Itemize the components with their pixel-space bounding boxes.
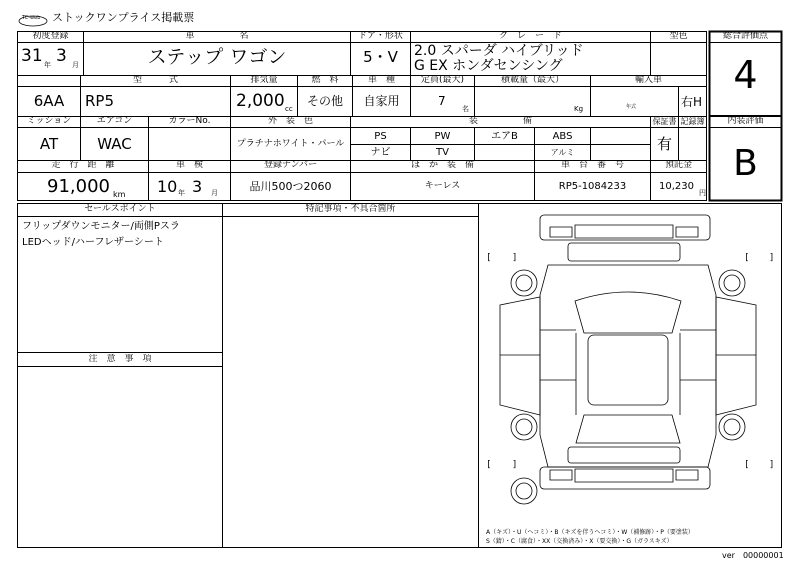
label-aircon: エアコン [96,116,133,126]
svg-text:]: ] [512,253,518,263]
label-category: 車 種 [367,75,395,85]
label-grade: グ レ ー ド [498,31,562,41]
label-door-form: ドア・形状 [358,31,403,41]
label-notes: 注 意 事 項 [88,354,152,364]
label-recycle: 預託金 [664,160,692,170]
displacement-unit: cc [285,105,293,113]
label-load: 積載量（最大） [500,75,564,85]
equip-abs: ABS [552,131,573,142]
first-reg-year-unit: 年 [44,61,51,69]
chassis-value: RP5-1084233 [558,181,627,192]
label-record: 記録簿 [680,117,705,126]
equip-alloy: アルミ [550,148,575,157]
other-equip-value: キーレス [424,181,461,191]
fuel-value: その他 [306,94,343,108]
model-value: RP5 [85,92,115,110]
inspection-year-unit: 年 [178,189,185,197]
label-car-name: 車 名 [185,31,249,41]
label-overall-score: 総合評価点 [722,31,768,41]
capacity-unit: 名 [462,105,469,113]
label-other-equip: ほ か 装 備 [410,160,474,170]
label-remarks: 特記事項・不具合箇所 [305,204,396,214]
label-color-no: カラーNo. [168,116,211,126]
version-label: ver 00000001 [722,551,784,560]
label-equipment: 装 備 [468,116,532,126]
displacement-value: 2,000 [236,91,285,111]
label-plate: 登録ナンバー [264,160,317,170]
grade-line-2: G EX ホンダセンシング [414,58,563,74]
label-model: 型 式 [132,75,178,85]
grade-line-1: 2.0 スパーダ ハイブリッド [414,43,584,59]
svg-text:]: ] [769,253,775,263]
interior-score: B [733,143,758,184]
label-warranty: 保証書 [652,117,677,126]
load-unit: Kg [574,105,584,113]
first-reg-year: 31 [21,46,43,66]
svg-text:[: [ [486,253,492,263]
tc-web-logo [18,12,48,24]
label-mission: ミッション [26,116,72,126]
recycle-unit: 円 [699,189,706,197]
mission-value: AT [39,135,59,153]
aircon-value: WAC [97,135,132,153]
import-sub: 年式 [626,104,637,110]
capacity-value: 7 [438,94,446,108]
selling-point-1: フリップダウンモニター/両側Pスラ [22,221,180,232]
recycle-value: 10,230 [659,181,694,192]
label-selling-points: セールスポイント [84,204,156,214]
svg-text:]: ] [769,460,775,470]
car-name-value: ステップ ワゴン [147,46,287,68]
label-exterior: 外 装 色 [267,116,313,126]
equip-navi: ナビ [370,147,391,158]
label-import: 輸入車 [634,75,662,85]
exterior-value: プラチナホワイト・パール [236,139,345,149]
inspection-month: 3 [192,177,203,196]
label-interior-score: 内装評価 [727,116,764,126]
overall-score: 4 [733,53,758,97]
warranty-value: 有 [656,135,672,153]
equip-pw: PW [434,131,451,142]
model-prefix: 6AA [33,92,65,110]
svg-text:]: ] [512,460,518,470]
equip-ps: PS [374,131,387,142]
svg-text:[: [ [744,253,750,263]
first-reg-month-unit: 月 [72,61,79,69]
logo-text: TC-web [22,15,41,21]
equip-tv: TV [436,147,449,158]
svg-text:[: [ [486,460,492,470]
inspection-year: 10 [157,177,178,196]
svg-text:[: [ [744,460,750,470]
label-mileage: 走 行 距 離 [51,160,115,170]
selling-point-2: LEDヘッド/ハーフレザーシート [22,237,164,248]
equip-airbag: エアB [491,131,518,142]
steering-value: 右H [681,95,703,109]
mileage-value: 91,000 [47,176,110,197]
label-displacement: 排気量 [250,75,278,85]
label-first-registration: 初度登録 [32,31,69,41]
category-value: 自家用 [363,94,400,108]
label-color-code: 型色 [669,31,688,41]
bracket-markers [486,253,774,470]
label-capacity: 定員(最大) [420,75,465,85]
damage-legend-line-1: A（キズ）・U（ヘコミ）・B（キズを伴うヘコミ）・W（補修跡）・P（要塗装） [486,529,694,536]
door-form-value: 5・V [363,48,398,66]
plate-value: 品川500つ2060 [249,180,332,193]
mileage-unit: km [113,190,126,199]
vehicle-damage-diagram [480,205,780,525]
label-fuel: 燃 料 [311,75,339,85]
label-chassis: 車 台 番 号 [560,160,624,170]
damage-legend-line-2: S（錆）・C（腐食）・XX（交換済み）・X（要交換）・G（ガラスキズ） [486,538,673,545]
inspection-month-unit: 月 [211,189,218,197]
page-title: ストックワンプライス掲載票 [52,11,195,24]
first-reg-month: 3 [56,46,67,66]
label-inspection: 車 検 [175,160,203,170]
